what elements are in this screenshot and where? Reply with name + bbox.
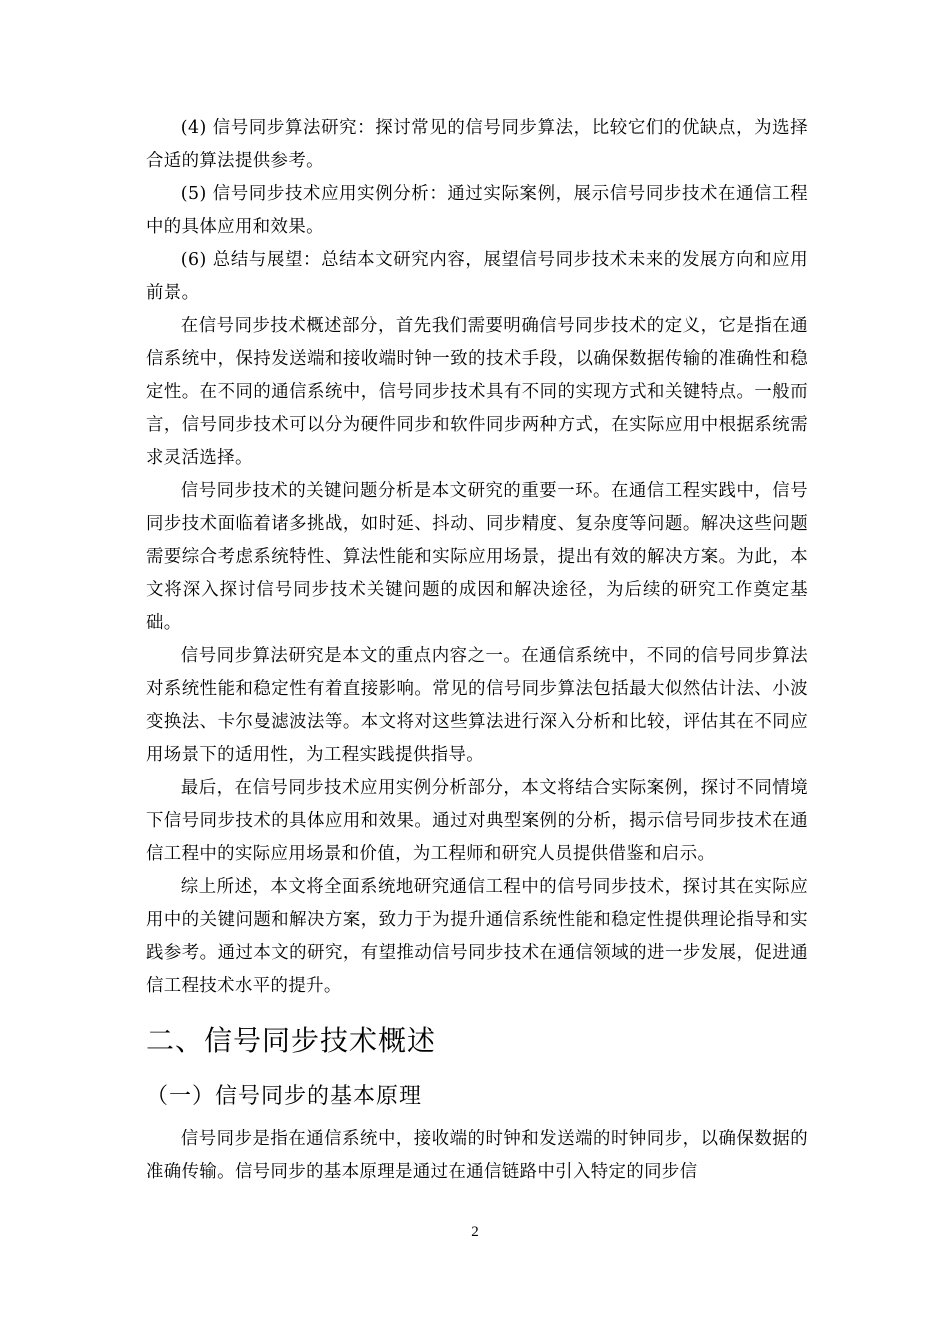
section-heading: 二、信号同步技术概述: [146, 1024, 437, 1057]
paragraph-item-4: (4) 信号同步算法研究：探讨常见的信号同步算法，比较它们的优缺点，为选择合适的算法提供参考。: [146, 118, 808, 171]
paragraph-key-issues: 信号同步技术的关键问题分析是本文研究的重要一环。在通信工程实践中，信号同步技术面临着诸多挑战，如时延、抖动、同步精度、复杂度等问题。解决这些问题需要综合考虑系统特性、算法性能和实际应用场景，提出有效的解决方案。为此，本文将深入探讨信号同步技术关键问题的成因和解决途径，为后续的研究工作奠定基础。: [146, 481, 808, 633]
document-body: [146, 112, 808, 1189]
paragraph-algorithms: 信号同步算法研究是本文的重点内容之一。在通信系统中，不同的信号同步算法对系统性能和稳定性有着直接影响。常见的信号同步算法包括最大似然估计法、小波变换法、卡尔曼滤波法等。本文将对这些算法进行深入分析和比较，评估其在不同应用场景下的适用性，为工程实践提供指导。: [146, 646, 808, 765]
paragraph-case-study: 最后，在信号同步技术应用实例分析部分，本文将结合实际案例，探讨不同情境下信号同步技术的具体应用和效果。通过对典型案例的分析，揭示信号同步技术在通信工程中的实际应用场景和价值，为工程师和研究人员提供借鉴和启示。: [146, 778, 808, 864]
paragraph-summary: 综上所述，本文将全面系统地研究通信工程中的信号同步技术，探讨其在实际应用中的关键问题和解决方案，致力于为提升通信系统性能和稳定性提供理论指导和实践参考。通过本文的研究，有望推动信号同步技术在通信领域的进一步发展，促进通信工程技术水平的提升。: [146, 877, 808, 996]
paragraph-item-5: (5) 信号同步技术应用实例分析：通过实际案例，展示信号同步技术在通信工程中的具体应用和效果。: [146, 184, 808, 237]
paragraph-item-6: (6) 总结与展望：总结本文研究内容，展望信号同步技术未来的发展方向和应用前景。: [146, 250, 808, 303]
subsection-heading: （一）信号同步的基本原理: [146, 1084, 423, 1109]
page-number: 2: [471, 1224, 479, 1240]
paragraph-overview: 在信号同步技术概述部分，首先我们需要明确信号同步技术的定义，它是指在通信系统中，保持发送端和接收端时钟一致的技术手段，以确保数据传输的准确性和稳定性。在不同的通信系统中，信号同步技术具有不同的实现方式和关键特点。一般而言，信号同步技术可以分为硬件同步和软件同步两种方式，在实际应用中根据系统需求灵活选择。: [146, 316, 808, 468]
paragraph-basic-principle: 信号同步是指在通信系统中，接收端的时钟和发送端的时钟同步，以确保数据的准确传输。信号同步的基本原理是通过在通信链路中引入特定的同步信: [146, 1129, 808, 1182]
